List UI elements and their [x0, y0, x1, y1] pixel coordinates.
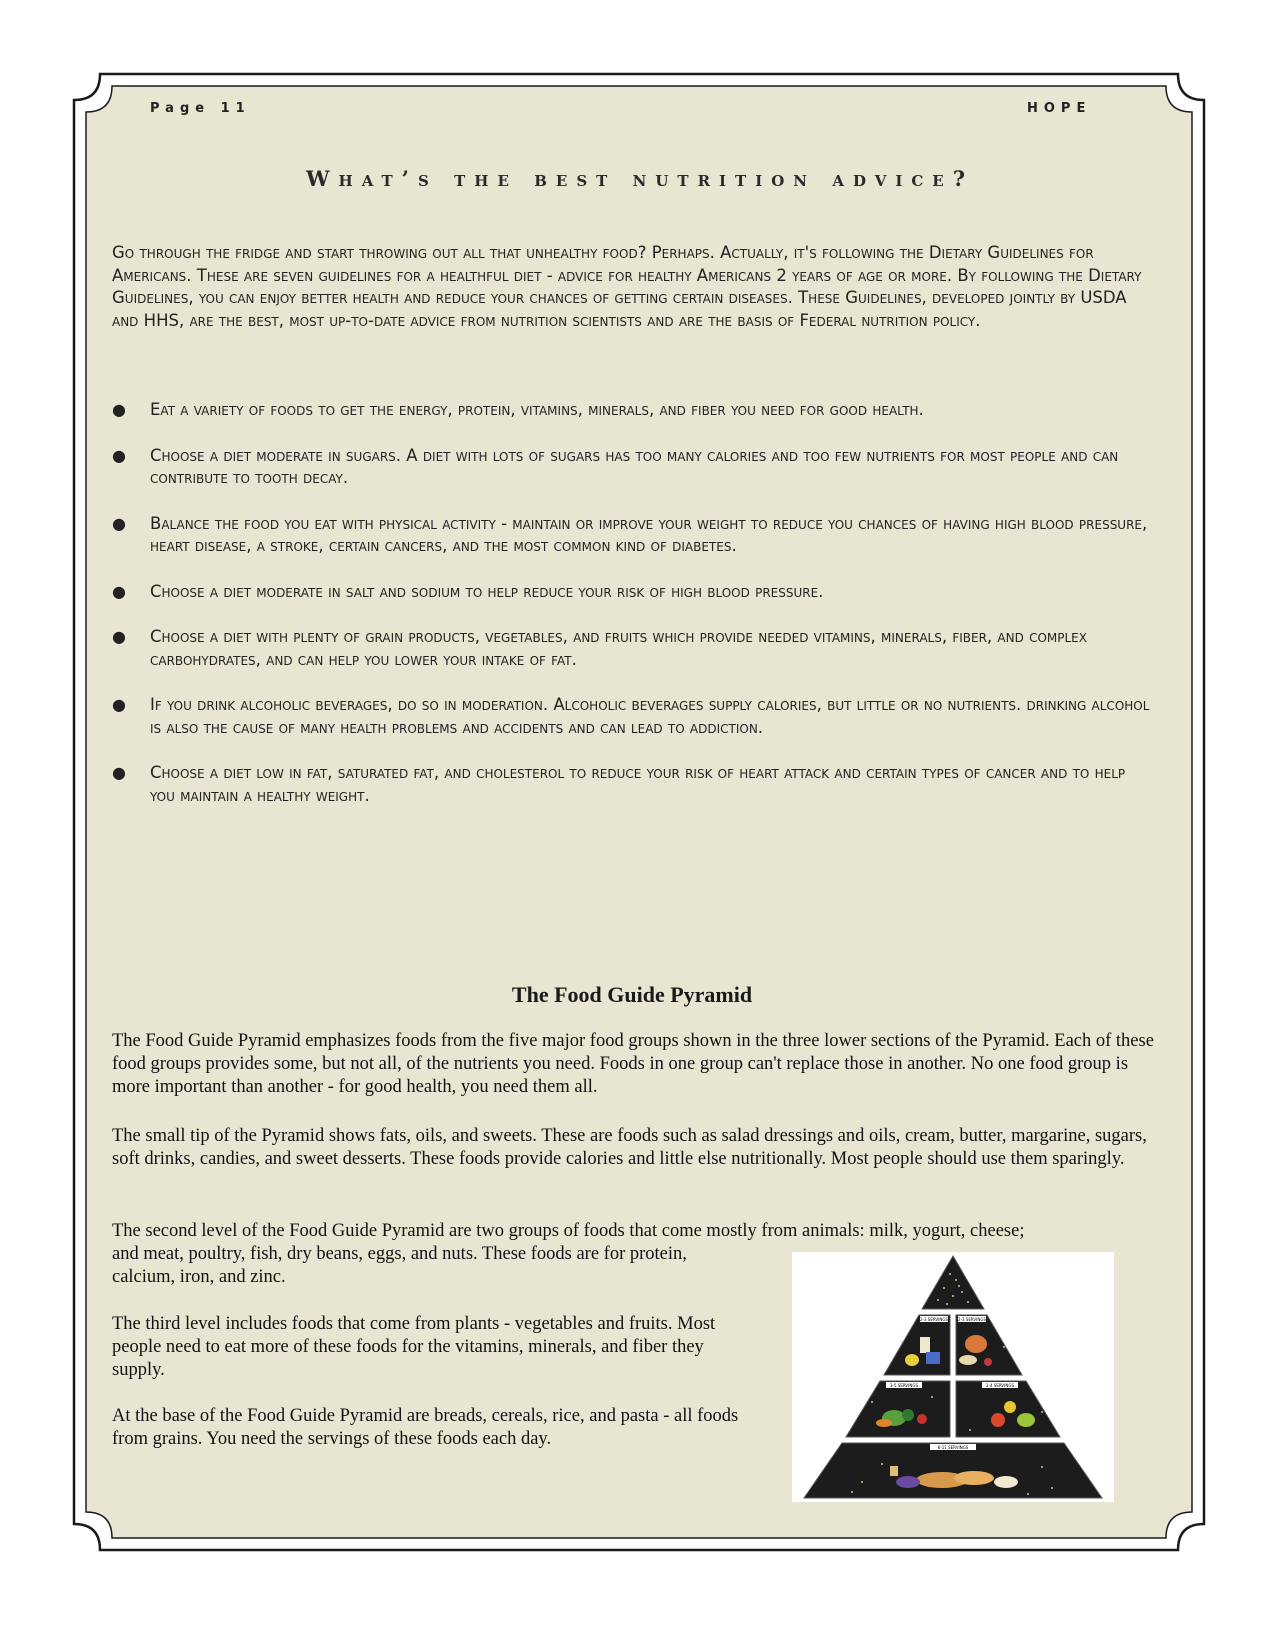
list-item — [112, 445, 1152, 490]
page-number: Page 11 — [150, 101, 251, 116]
section-heading: The Food Guide Pyramid — [511, 982, 753, 1007]
guideline-text: Choose a diet moderate in sugars. A diet with lots of sugars has too many calories and too few nutrients for most people and can contribute to tooth decay. — [150, 445, 1119, 487]
pyramid-paragraph-1: The Food Guide Pyramid emphasizes foods from the five major food groups shown in the three lower sections of the Pyramid. Each of these food groups provides some, but not all, of the nutrients you need. Foods in one group can't replace those in another. No one food group is more important than another - for good health, you need them all. — [112, 1031, 1154, 1097]
list-item — [112, 694, 1152, 739]
pyramid-paragraph-3-line1: The second level of the Food Guide Pyramid are two groups of foods that come mostly from animals: milk, yogurt, cheese; — [112, 1221, 1025, 1241]
serving-label: 2-4 SERVINGS — [986, 1383, 1014, 1388]
bullet-icon: ● — [112, 445, 126, 465]
intro-paragraph: Go through the fridge and start throwing out all that unhealthy food? Perhaps. Actually, it's following the Dietary Guidelines for Americans. These are seven guidelines for a healthful diet - advice for healthy Americans 2 years of age or more. By following the Dietary Guidelines, you can enjoy better health and reduce your chances of getting certain diseases. These Guidelines, developed jointly by USDA and HHS, are the best, most up-to-date advice from nutrition scientists and are the basis of Federal nutrition policy. — [112, 243, 1142, 330]
serving-label: 6-11 SERVINGS — [937, 1445, 969, 1450]
guideline-text: Choose a diet moderate in salt and sodium to help reduce your risk of high blood pressure. — [150, 581, 824, 601]
pyramid-paragraph-5: At the base of the Food Guide Pyramid are breads, cereals, rice, and pasta - all foods from grains. You need the servings of these foods each day. — [112, 1406, 739, 1449]
bullet-icon: ● — [112, 695, 126, 714]
bullet-icon: ● — [112, 513, 126, 533]
list-item — [112, 581, 1152, 604]
list-item — [112, 513, 1152, 558]
food-pyramid-image — [792, 1252, 1114, 1502]
serving-label: 3-5 SERVINGS — [890, 1383, 918, 1388]
list-item — [112, 762, 1152, 807]
guidelines-list — [112, 399, 1152, 830]
pyramid-paragraph-4: The third level includes foods that come from plants - vegetables and fruits. Most people need to eat more of these foods for the vitamins, minerals, and fiber they supply. — [112, 1314, 716, 1380]
bullet-icon: ● — [112, 400, 126, 419]
guideline-text: If you drink alcoholic beverages, do so in moderation. Alcoholic beverages supply calories, but little or no nutrients. drinking alcohol is also the cause of many health problems and accidents and can lead to addiction. — [150, 695, 1150, 737]
serving-label: 2-3 SERVINGS — [958, 1317, 986, 1322]
newsletter-name: HOPE — [1027, 101, 1092, 116]
guideline-text: Eat a variety of foods to get the energy, protein, vitamins, minerals, and fiber you need for good health. — [150, 400, 924, 419]
bullet-icon: ● — [112, 763, 126, 782]
list-item — [112, 399, 1152, 422]
guideline-text: Choose a diet with plenty of grain products, vegetables, and fruits which provide needed vitamins, minerals, fiber, and complex carbohydrates, and can help you lower your intake of fat. — [150, 627, 1087, 669]
pyramid-paragraph-2: The small tip of the Pyramid shows fats, oils, and sweets. These are foods such as salad dressings and oils, cream, butter, margarine, sugars, soft drinks, candies, and sweet desserts. These foods provide calories and little else nutritionally. Most people should use them sparingly. — [112, 1126, 1147, 1169]
guideline-text: Balance the food you eat with physical activity - maintain or improve your weight to reduce you chances of having high blood pressure, heart disease, a stroke, certain cancers, and the most common kind of diabetes. — [150, 513, 1148, 555]
bullet-icon: ● — [112, 627, 126, 646]
page-title: What’s the best nutrition advice? — [305, 166, 975, 191]
serving-label: 2-3 SERVINGS — [920, 1317, 948, 1322]
bullet-icon: ● — [112, 581, 126, 601]
pyramid-paragraph-3-rest: and meat, poultry, fish, dry beans, eggs, and nuts. These foods are for protein, calcium, iron, and zinc. — [112, 1244, 687, 1287]
list-item — [112, 626, 1152, 671]
guideline-text: Choose a diet low in fat, saturated fat, and cholesterol to reduce your risk of heart attack and certain types of cancer and to help you maintain a healthy weight. — [150, 763, 1126, 805]
